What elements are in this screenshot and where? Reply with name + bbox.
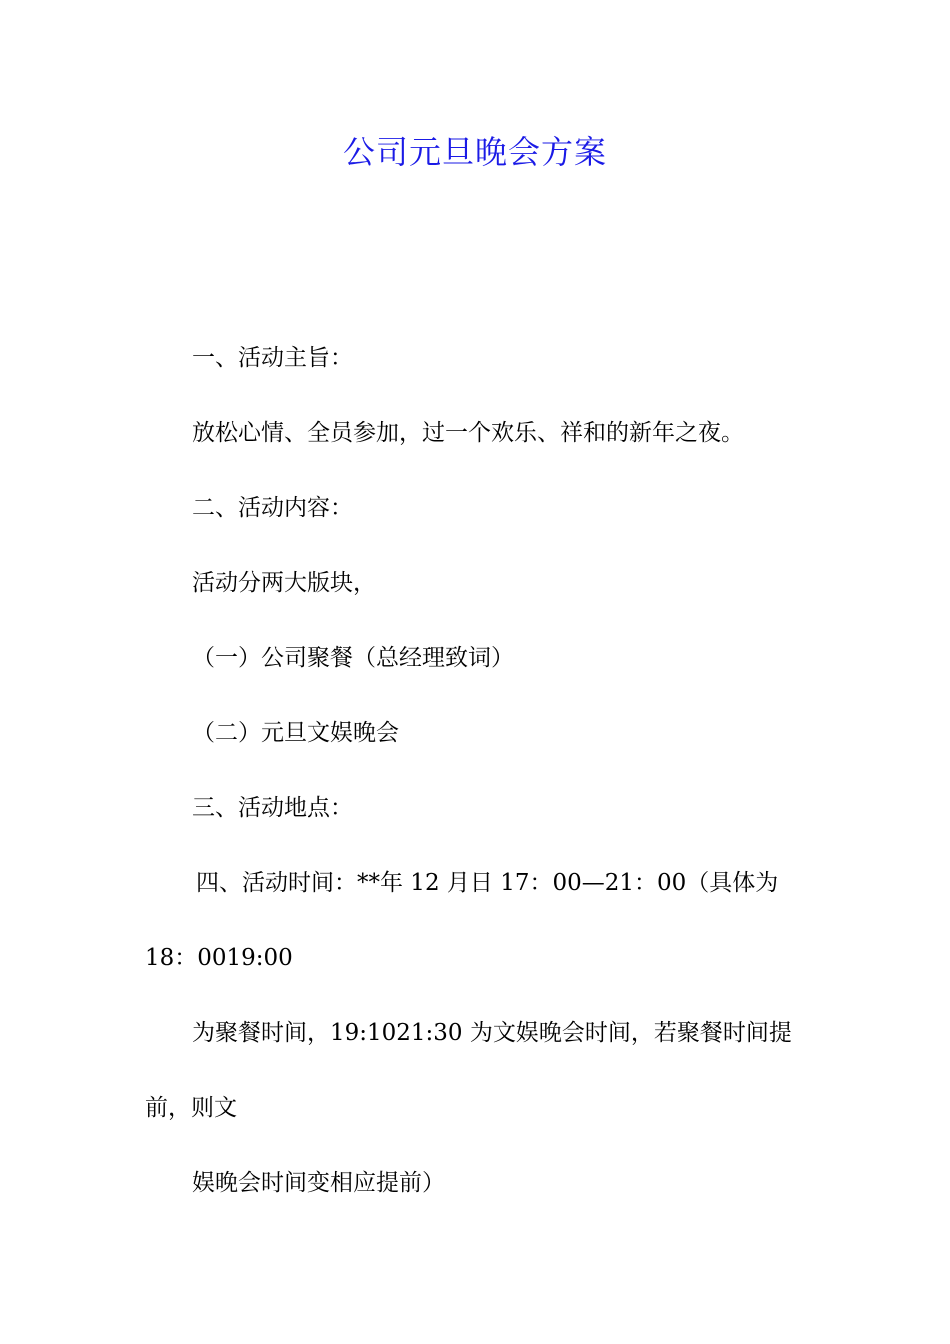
section-heading-location: 三、活动地点：: [192, 795, 353, 821]
paragraph-content-intro: 活动分两大版块，: [192, 570, 376, 596]
paragraph-schedule-continued: 前，则文: [145, 1095, 237, 1121]
paragraph-time-continued: 18：0019:00: [145, 945, 293, 971]
list-item-dinner: （一）公司聚餐（总经理致词）: [192, 645, 514, 671]
list-item-gala: （二）元旦文娱晚会: [192, 720, 399, 746]
section-heading-content: 二、活动内容：: [192, 495, 353, 521]
paragraph-schedule-end: 娱晚会时间变相应提前）: [192, 1170, 445, 1196]
paragraph-purpose-text: 放松心情、全员参加，过一个欢乐、祥和的新年之夜。: [192, 420, 744, 446]
paragraph-schedule-detail: 为聚餐时间，19:1021:30 为文娱晚会时间，若聚餐时间提: [192, 1020, 792, 1046]
section-heading-time: 四、活动时间：**年 12 月日 17：00—21：00（具体为: [196, 870, 779, 896]
section-heading-purpose: 一、活动主旨：: [192, 345, 353, 371]
page-title: 公司元旦晚会方案: [342, 133, 607, 171]
